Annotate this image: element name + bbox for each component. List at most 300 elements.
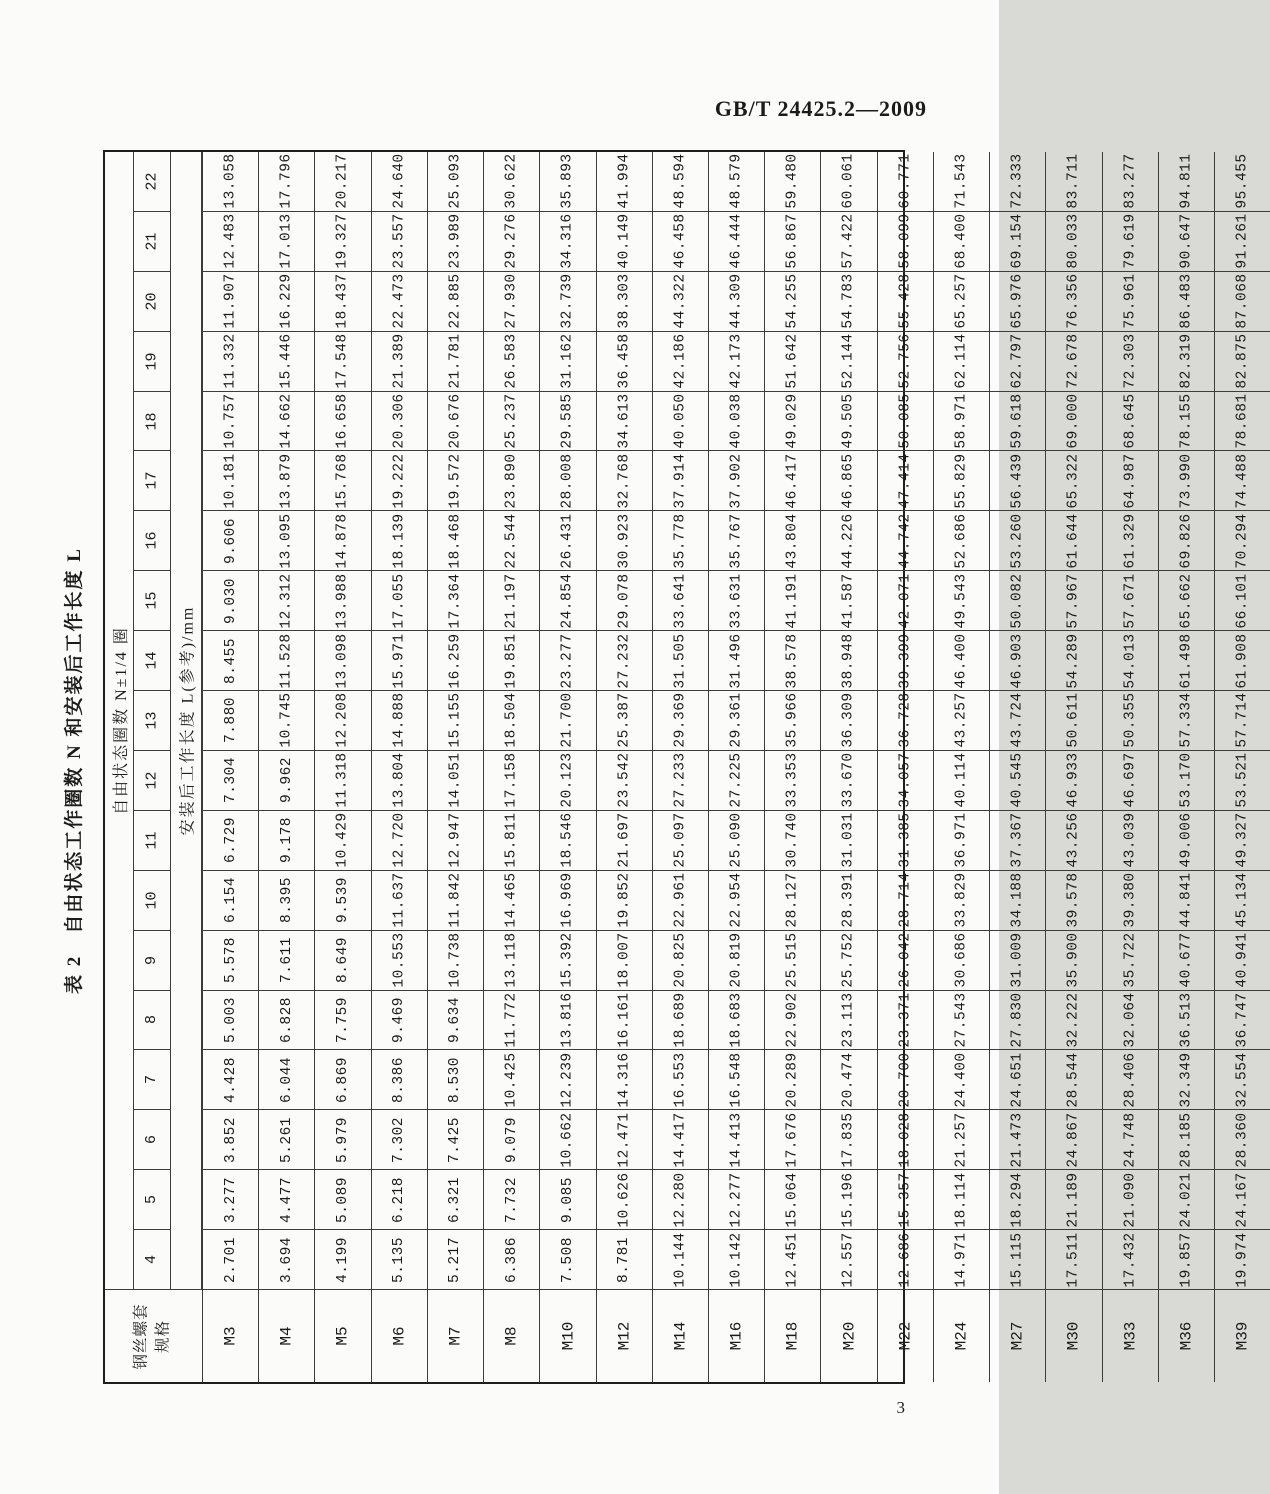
data-cell: 17.796 <box>259 152 315 212</box>
data-cell: 52.144 <box>821 332 877 392</box>
data-cell: 12.686 <box>878 1230 934 1290</box>
spec-label-cell: M18 <box>765 1290 821 1382</box>
data-cell: 24.640 <box>372 152 428 212</box>
data-cell: 12.277 <box>709 1170 765 1230</box>
data-cell: 57.967 <box>1046 571 1102 631</box>
data-cell: 8.455 <box>203 631 259 691</box>
data-cell: 32.768 <box>597 451 653 511</box>
data-cell: 32.064 <box>1103 991 1159 1051</box>
data-cell: 13.804 <box>372 751 428 811</box>
data-cell: 80.033 <box>1046 212 1102 272</box>
data-cell: 20.676 <box>428 392 484 452</box>
data-cell: 19.327 <box>315 212 371 272</box>
coil-count-cell: 16 <box>134 511 171 571</box>
data-cell: 50.085 <box>878 392 934 452</box>
data-cell: 40.149 <box>597 212 653 272</box>
data-cell: 95.455 <box>1215 152 1270 212</box>
data-cell: 34.057 <box>878 751 934 811</box>
data-cell: 43.724 <box>990 691 1046 751</box>
data-cell: 16.658 <box>315 392 371 452</box>
data-cell: 20.700 <box>878 1050 934 1110</box>
data-cell: 6.044 <box>259 1050 315 1110</box>
data-cell: 18.689 <box>653 991 709 1051</box>
spec-label-cell: M16 <box>709 1290 765 1382</box>
data-cell: 20.825 <box>653 931 709 991</box>
data-cell: 10.142 <box>709 1230 765 1290</box>
data-cell: 4.477 <box>259 1170 315 1230</box>
data-cell: 44.322 <box>653 272 709 332</box>
data-cell: 83.277 <box>1103 152 1159 212</box>
data-cell: 5.578 <box>203 931 259 991</box>
coil-count-cell: 10 <box>134 871 171 931</box>
data-cell: 14.662 <box>259 392 315 452</box>
data-cell: 6.321 <box>428 1170 484 1230</box>
data-cell: 64.987 <box>1103 451 1159 511</box>
data-cell: 13.879 <box>259 451 315 511</box>
data-cell: 19.851 <box>484 631 540 691</box>
data-cell: 57.334 <box>1159 691 1215 751</box>
data-cell: 33.829 <box>934 871 990 931</box>
spec-label-cell: M5 <box>315 1290 371 1382</box>
spec-label-cell: M7 <box>428 1290 484 1382</box>
data-cell: 13.058 <box>203 152 259 212</box>
data-cell: 41.587 <box>821 571 877 631</box>
data-cell: 43.256 <box>1046 811 1102 871</box>
data-cell: 87.068 <box>1215 272 1270 332</box>
coil-count-cell: 6 <box>134 1110 171 1170</box>
data-cell: 72.303 <box>1103 332 1159 392</box>
data-cell: 23.277 <box>540 631 596 691</box>
data-cell: 40.545 <box>990 751 1046 811</box>
spec-label-cell: M8 <box>484 1290 540 1382</box>
data-cell: 42.071 <box>878 571 934 631</box>
data-cell: 11.637 <box>372 871 428 931</box>
data-cell: 82.319 <box>1159 332 1215 392</box>
data-cell: 21.389 <box>372 332 428 392</box>
data-cell: 20.123 <box>540 751 596 811</box>
data-cell: 25.237 <box>484 392 540 452</box>
data-cell: 17.013 <box>259 212 315 272</box>
data-cell: 41.191 <box>765 571 821 631</box>
data-cell: 94.811 <box>1159 152 1215 212</box>
data-cell: 15.064 <box>765 1170 821 1230</box>
data-cell: 10.745 <box>259 691 315 751</box>
data-cell: 40.114 <box>934 751 990 811</box>
data-cell: 36.747 <box>1215 991 1270 1051</box>
data-cell: 43.804 <box>765 511 821 571</box>
data-cell: 15.971 <box>372 631 428 691</box>
data-cell: 11.907 <box>203 272 259 332</box>
data-cell: 9.178 <box>259 811 315 871</box>
data-cell: 7.759 <box>315 991 371 1051</box>
coil-count-cell: 13 <box>134 691 171 751</box>
data-cell: 17.364 <box>428 571 484 631</box>
data-cell: 24.854 <box>540 571 596 631</box>
data-cell: 8.530 <box>428 1050 484 1110</box>
data-cell: 43.257 <box>934 691 990 751</box>
data-cell: 11.318 <box>315 751 371 811</box>
data-cell: 18.504 <box>484 691 540 751</box>
data-cell: 28.544 <box>1046 1050 1102 1110</box>
table-title <box>50 530 94 1010</box>
data-cell: 30.686 <box>934 931 990 991</box>
coil-count-cell: 17 <box>134 451 171 511</box>
data-cell: 12.471 <box>597 1110 653 1170</box>
data-cell: 35.900 <box>1046 931 1102 991</box>
data-cell: 9.539 <box>315 871 371 931</box>
data-cell: 38.578 <box>765 631 821 691</box>
data-cell: 27.225 <box>709 751 765 811</box>
data-cell: 24.400 <box>934 1050 990 1110</box>
data-cell: 17.835 <box>821 1110 877 1170</box>
data-cell: 69.154 <box>990 212 1046 272</box>
data-cell: 12.312 <box>259 571 315 631</box>
data-cell: 6.386 <box>484 1230 540 1290</box>
data-cell: 46.865 <box>821 451 877 511</box>
data-cell: 23.542 <box>597 751 653 811</box>
data-cell: 12.239 <box>540 1050 596 1110</box>
data-cell: 28.714 <box>878 871 934 931</box>
data-cell: 17.548 <box>315 332 371 392</box>
data-cell: 58.099 <box>878 212 934 272</box>
spec-label-cell: M4 <box>259 1290 315 1382</box>
data-cell: 20.217 <box>315 152 371 212</box>
data-cell: 18.683 <box>709 991 765 1051</box>
data-cell: 20.819 <box>709 931 765 991</box>
data-cell: 22.473 <box>372 272 428 332</box>
data-cell: 4.199 <box>315 1230 371 1290</box>
data-cell: 14.888 <box>372 691 428 751</box>
data-cell: 8.395 <box>259 871 315 931</box>
data-cell: 65.662 <box>1159 571 1215 631</box>
data-cell: 82.875 <box>1215 332 1270 392</box>
data-cell: 33.641 <box>653 571 709 631</box>
data-cell: 7.732 <box>484 1170 540 1230</box>
data-cell: 10.181 <box>203 451 259 511</box>
coil-count-cell: 20 <box>134 272 171 332</box>
data-cell: 14.417 <box>653 1110 709 1170</box>
data-cell: 71.543 <box>934 152 990 212</box>
coil-count-cell: 21 <box>134 212 171 272</box>
data-cell: 44.841 <box>1159 871 1215 931</box>
data-cell: 12.557 <box>821 1230 877 1290</box>
data-cell: 10.429 <box>315 811 371 871</box>
data-cell: 19.974 <box>1215 1230 1270 1290</box>
data-cell: 35.767 <box>709 511 765 571</box>
data-cell: 49.505 <box>821 392 877 452</box>
data-cell: 41.994 <box>597 152 653 212</box>
data-cell: 13.816 <box>540 991 596 1051</box>
data-cell: 35.722 <box>1103 931 1159 991</box>
coil-count-cell: 14 <box>134 631 171 691</box>
data-cell: 90.647 <box>1159 212 1215 272</box>
data-cell: 73.990 <box>1159 451 1215 511</box>
spec-label-cell: M20 <box>821 1290 877 1382</box>
data-cell: 33.631 <box>709 571 765 631</box>
data-cell: 65.257 <box>934 272 990 332</box>
spec-label-cell: M10 <box>540 1290 596 1382</box>
data-cell: 36.728 <box>878 691 934 751</box>
data-cell: 28.360 <box>1215 1110 1270 1170</box>
data-cell: 50.611 <box>1046 691 1102 751</box>
data-cell: 18.437 <box>315 272 371 332</box>
data-cell: 4.428 <box>203 1050 259 1110</box>
data-cell: 36.971 <box>934 811 990 871</box>
data-cell: 69.000 <box>1046 392 1102 452</box>
data-cell: 78.681 <box>1215 392 1270 452</box>
data-cell: 17.511 <box>1046 1230 1102 1290</box>
data-cell: 23.113 <box>821 991 877 1051</box>
data-cell: 22.902 <box>765 991 821 1051</box>
data-cell: 48.594 <box>653 152 709 212</box>
data-cell: 60.771 <box>878 152 934 212</box>
data-cell: 68.645 <box>1103 392 1159 452</box>
data-cell: 39.399 <box>878 631 934 691</box>
data-cell: 14.971 <box>934 1230 990 1290</box>
data-cell: 23.371 <box>878 991 934 1051</box>
data-cell: 20.306 <box>372 392 428 452</box>
data-cell: 44.309 <box>709 272 765 332</box>
coil-count-cell: 8 <box>134 991 171 1051</box>
coil-count-cell: 11 <box>134 811 171 871</box>
data-cell: 10.662 <box>540 1110 596 1170</box>
data-cell: 57.714 <box>1215 691 1270 751</box>
data-cell: 31.162 <box>540 332 596 392</box>
data-cell: 52.686 <box>934 511 990 571</box>
data-cell: 24.651 <box>990 1050 1046 1110</box>
data-cell: 15.392 <box>540 931 596 991</box>
data-cell: 11.772 <box>484 991 540 1051</box>
table-title-text: 表 2 自由状态工作圈数 N 和安装后工作长度 L <box>63 546 85 994</box>
data-cell: 25.515 <box>765 931 821 991</box>
data-cell: 49.543 <box>934 571 990 631</box>
data-cell: 69.826 <box>1159 511 1215 571</box>
data-cell: 29.276 <box>484 212 540 272</box>
spec-label-cell: M14 <box>653 1290 709 1382</box>
data-cell: 32.222 <box>1046 991 1102 1051</box>
data-cell: 39.578 <box>1046 871 1102 931</box>
data-cell: 17.432 <box>1103 1230 1159 1290</box>
data-cell: 15.155 <box>428 691 484 751</box>
data-cell: 7.611 <box>259 931 315 991</box>
data-cell: 53.170 <box>1159 751 1215 811</box>
data-cell: 31.496 <box>709 631 765 691</box>
data-cell: 75.961 <box>1103 272 1159 332</box>
data-cell: 7.302 <box>372 1110 428 1170</box>
data-cell: 33.670 <box>821 751 877 811</box>
data-cell: 72.333 <box>990 152 1046 212</box>
data-cell: 46.458 <box>653 212 709 272</box>
data-cell: 6.828 <box>259 991 315 1051</box>
data-cell: 46.933 <box>1046 751 1102 811</box>
data-cell: 35.893 <box>540 152 596 212</box>
coil-count-cell: 15 <box>134 571 171 631</box>
data-cell: 10.626 <box>597 1170 653 1230</box>
data-cell: 54.289 <box>1046 631 1102 691</box>
data-cell: 24.748 <box>1103 1110 1159 1170</box>
data-cell: 28.391 <box>821 871 877 931</box>
data-cell: 54.013 <box>1103 631 1159 691</box>
data-cell: 47.414 <box>878 451 934 511</box>
data-cell: 26.042 <box>878 931 934 991</box>
data-cell: 3.852 <box>203 1110 259 1170</box>
spec-label-cell: M3 <box>203 1290 259 1382</box>
data-cell: 29.585 <box>540 392 596 452</box>
data-cell: 56.439 <box>990 451 1046 511</box>
data-cell: 15.811 <box>484 811 540 871</box>
data-cell: 13.988 <box>315 571 371 631</box>
data-cell: 20.289 <box>765 1050 821 1110</box>
data-cell: 19.857 <box>1159 1230 1215 1290</box>
data-cell: 21.257 <box>934 1110 990 1170</box>
data-cell: 83.711 <box>1046 152 1102 212</box>
spec-label-cell: M36 <box>1159 1290 1215 1382</box>
document-number: GB/T 24425.2—2009 <box>714 96 927 121</box>
data-cell: 18.546 <box>540 811 596 871</box>
data-cell: 46.400 <box>934 631 990 691</box>
data-cell: 76.356 <box>1046 272 1102 332</box>
data-cell: 27.830 <box>990 991 1046 1051</box>
data-cell: 17.158 <box>484 751 540 811</box>
data-cell: 21.473 <box>990 1110 1046 1170</box>
spec-label-cell: M27 <box>990 1290 1046 1382</box>
data-cell: 58.971 <box>934 392 990 452</box>
data-cell: 74.488 <box>1215 451 1270 511</box>
data-cell: 9.606 <box>203 511 259 571</box>
data-cell: 25.387 <box>597 691 653 751</box>
data-cell: 49.327 <box>1215 811 1270 871</box>
data-cell: 9.030 <box>203 571 259 631</box>
data-cell: 30.740 <box>765 811 821 871</box>
data-cell: 15.357 <box>878 1170 934 1230</box>
data-cell: 46.417 <box>765 451 821 511</box>
data-cell: 5.979 <box>315 1110 371 1170</box>
spec-label-cell: M24 <box>934 1290 990 1382</box>
coil-count-cell: 9 <box>134 931 171 991</box>
data-cell: 21.697 <box>597 811 653 871</box>
data-cell: 24.021 <box>1159 1170 1215 1230</box>
data-cell: 28.127 <box>765 871 821 931</box>
data-cell: 35.966 <box>765 691 821 751</box>
data-cell: 53.260 <box>990 511 1046 571</box>
data-cell: 22.961 <box>653 871 709 931</box>
data-cell: 17.055 <box>372 571 428 631</box>
data-cell: 12.483 <box>203 212 259 272</box>
data-cell: 29.369 <box>653 691 709 751</box>
data-cell: 57.422 <box>821 212 877 272</box>
data-cell: 16.969 <box>540 871 596 931</box>
data-cell: 44.226 <box>821 511 877 571</box>
data-cell: 11.842 <box>428 871 484 931</box>
data-cell: 37.367 <box>990 811 1046 871</box>
data-cell: 46.903 <box>990 631 1046 691</box>
data-cell: 65.976 <box>990 272 1046 332</box>
data-cell: 37.914 <box>653 451 709 511</box>
coil-count-cell: 4 <box>134 1230 171 1290</box>
data-cell: 14.316 <box>597 1050 653 1110</box>
data-cell: 5.261 <box>259 1110 315 1170</box>
data-cell: 38.948 <box>821 631 877 691</box>
data-cell: 70.294 <box>1215 511 1270 571</box>
data-cell: 24.167 <box>1215 1170 1270 1230</box>
data-cell: 23.557 <box>372 212 428 272</box>
data-cell: 9.469 <box>372 991 428 1051</box>
data-cell: 3.277 <box>203 1170 259 1230</box>
data-cell: 36.309 <box>821 691 877 751</box>
data-cell: 40.038 <box>709 392 765 452</box>
data-cell: 16.229 <box>259 272 315 332</box>
data-cell: 16.161 <box>597 991 653 1051</box>
data-cell: 34.188 <box>990 871 1046 931</box>
data-cell: 8.781 <box>597 1230 653 1290</box>
data-cell: 29.361 <box>709 691 765 751</box>
data-cell: 38.303 <box>597 272 653 332</box>
data-cell: 49.006 <box>1159 811 1215 871</box>
data-cell: 78.155 <box>1159 392 1215 452</box>
data-cell: 72.678 <box>1046 332 1102 392</box>
data-cell: 61.498 <box>1159 631 1215 691</box>
data-cell: 19.852 <box>597 871 653 931</box>
data-cell: 13.095 <box>259 511 315 571</box>
data-cell: 49.029 <box>765 392 821 452</box>
data-cell: 14.465 <box>484 871 540 931</box>
data-cell: 30.622 <box>484 152 540 212</box>
data-cell: 5.217 <box>428 1230 484 1290</box>
data-cell: 25.097 <box>653 811 709 871</box>
data-cell: 12.947 <box>428 811 484 871</box>
data-cell: 46.697 <box>1103 751 1159 811</box>
data-cell: 23.890 <box>484 451 540 511</box>
data-cell: 40.677 <box>1159 931 1215 991</box>
data-cell: 10.757 <box>203 392 259 452</box>
data-cell: 31.009 <box>990 931 1046 991</box>
installed-length-header-cell: 安装后工作长度 L(参考)/mm <box>171 152 203 1290</box>
data-cell: 32.739 <box>540 272 596 332</box>
data-cell: 34.613 <box>597 392 653 452</box>
data-cell: 55.428 <box>878 272 934 332</box>
data-cell: 61.908 <box>1215 631 1270 691</box>
data-cell: 46.444 <box>709 212 765 272</box>
data-cell: 12.280 <box>653 1170 709 1230</box>
data-cell: 33.353 <box>765 751 821 811</box>
data-cell: 91.261 <box>1215 212 1270 272</box>
data-cell: 61.644 <box>1046 511 1102 571</box>
data-cell: 44.742 <box>878 511 934 571</box>
data-cell: 12.720 <box>372 811 428 871</box>
data-cell: 14.051 <box>428 751 484 811</box>
data-cell: 59.480 <box>765 152 821 212</box>
data-cell: 22.544 <box>484 511 540 571</box>
data-cell: 22.885 <box>428 272 484 332</box>
data-cell: 18.468 <box>428 511 484 571</box>
data-cell: 10.144 <box>653 1230 709 1290</box>
data-cell: 21.090 <box>1103 1170 1159 1230</box>
data-cell: 10.553 <box>372 931 428 991</box>
data-cell: 9.085 <box>540 1170 596 1230</box>
data-cell: 25.090 <box>709 811 765 871</box>
data-cell: 57.671 <box>1103 571 1159 631</box>
data-cell: 42.173 <box>709 332 765 392</box>
data-cell: 66.101 <box>1215 571 1270 631</box>
data-cell: 16.259 <box>428 631 484 691</box>
spec-label-cell: M30 <box>1046 1290 1102 1382</box>
data-cell: 16.553 <box>653 1050 709 1110</box>
data-cell: 15.446 <box>259 332 315 392</box>
spec-label-cell: M39 <box>1233 1321 1252 1351</box>
data-cell: 7.880 <box>203 691 259 751</box>
data-cell: 21.781 <box>428 332 484 392</box>
stub-header-cell: 钢丝螺套 规格 <box>105 1290 203 1382</box>
